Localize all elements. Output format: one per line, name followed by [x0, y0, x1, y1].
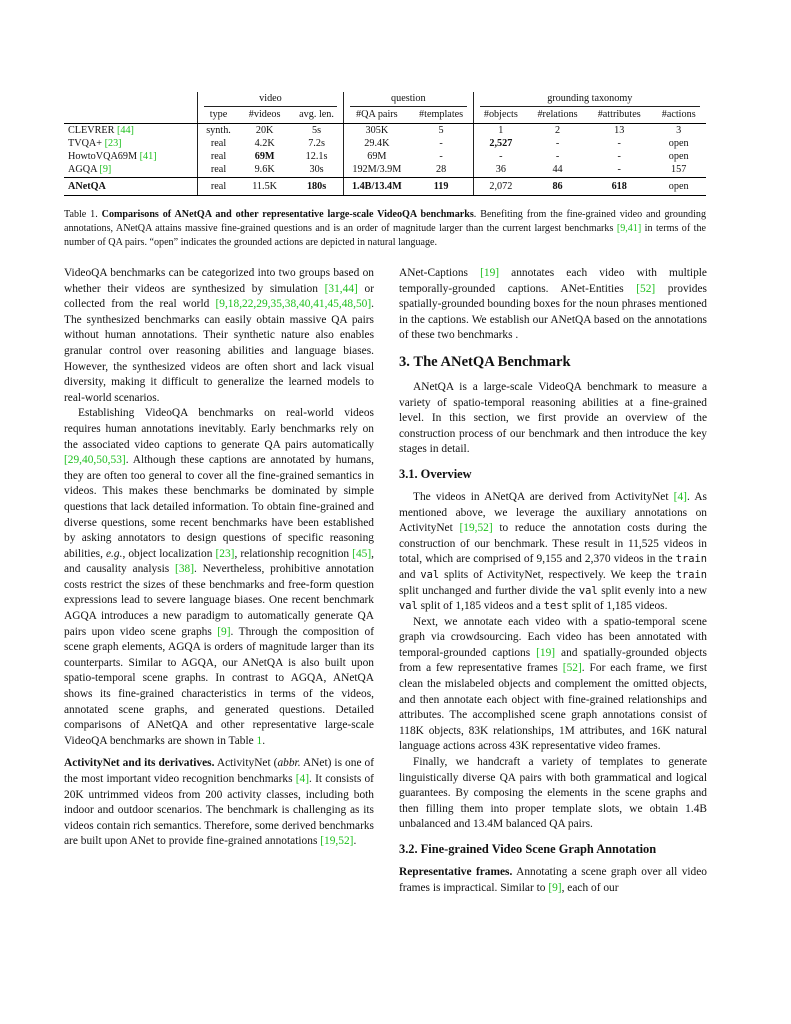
cell-relations: -	[555, 138, 560, 149]
citation-link[interactable]: [23]	[104, 138, 122, 149]
cell-type: synth.	[206, 125, 231, 136]
col-relations: #relations	[528, 108, 587, 124]
cell-type: real	[210, 151, 227, 162]
citation-link[interactable]: [19,52]	[459, 522, 493, 535]
cell-actions: 157	[651, 163, 706, 178]
right-column	[399, 266, 707, 896]
cell-relations: -	[555, 151, 560, 162]
cell-videos: 11.5K	[239, 178, 290, 196]
caption-label: Table 1.	[64, 209, 102, 220]
col-actions: #actions	[651, 108, 706, 124]
dataset-name: AGQA	[68, 164, 97, 175]
row-name	[64, 150, 170, 163]
citation-link[interactable]: [9,41]	[616, 223, 642, 235]
row-name	[64, 124, 170, 138]
subsection-heading: 3.1. Overview	[399, 466, 472, 481]
citation-link[interactable]: [19,52]	[320, 835, 354, 848]
paragraph: ActivityNet and its derivatives. ActivityNet (abbr. ANet) is one of the most important video recognition benchmarks [4]. It consists of 20K untrimmed videos from 200 activity classes, including both indoor and outdoor scenarios. The benchmark is challenging as its videos contain rich semantics. Therefore, some derived benchmarks are built upon ANet to provide fine-grained annotations [19,52].	[64, 757, 375, 848]
cell-videos: 4.2K	[254, 138, 275, 149]
paragraph-heading: Representative frames.	[399, 866, 513, 878]
caption-text: . Benefiting from the fine-grained video and grounding annotations, ANetQA attains massive fine-grained questions and is an order of magnitude larger than the current largest benchmarks	[64, 209, 707, 235]
cell-actions: 3	[676, 125, 682, 136]
cell-videos: 69M	[254, 151, 275, 162]
col-objects: #objects	[473, 108, 528, 124]
cell-actions: open	[651, 178, 706, 196]
table-row-anetqa	[64, 178, 706, 196]
cell-objects: 36	[473, 163, 528, 178]
cell-objects: 2,527	[489, 138, 513, 149]
group-video: video	[204, 92, 337, 107]
citation-link[interactable]: [41]	[139, 151, 157, 162]
comparison-table	[64, 92, 706, 196]
cell-templates: 28	[410, 163, 473, 178]
row-name	[64, 137, 170, 150]
cell-videos: 9.6K	[239, 163, 290, 178]
dataset-name: HowtoVQA69M	[68, 151, 138, 162]
col-templates: #templates	[410, 108, 473, 124]
cell-qa: 29.4K	[364, 138, 390, 149]
table-row	[64, 137, 706, 150]
citation-link[interactable]: [9]	[99, 164, 112, 175]
group-question: question	[350, 92, 466, 107]
col-qa: #QA pairs	[344, 108, 410, 124]
cell-relations: 2	[555, 125, 561, 136]
citation-link[interactable]: [4]	[673, 490, 687, 503]
cell-attributes: -	[587, 163, 651, 178]
cell-relations: 86	[528, 178, 587, 196]
row-name	[64, 163, 170, 178]
cell-objects: 1	[498, 125, 504, 136]
group-grounding: grounding taxonomy	[480, 92, 700, 107]
cell-len: 180s	[290, 178, 344, 196]
citation-link[interactable]: [19]	[480, 267, 500, 279]
cell-len: 5s	[290, 124, 344, 138]
dataset-name: TVQA+	[68, 138, 103, 149]
cell-type: real	[197, 178, 239, 196]
cell-actions: open	[668, 151, 689, 162]
citation-link[interactable]: [9]	[217, 625, 231, 638]
table-row	[64, 150, 706, 163]
caption-text: in terms of the number of QA pairs. “open” indicates the grounded actions are depicted in natural language.	[64, 223, 706, 249]
citation-link[interactable]: [9]	[548, 881, 562, 894]
cell-objects: -	[499, 151, 503, 162]
cell-attributes: 13	[614, 125, 625, 136]
row-name: ANetQA	[68, 181, 106, 192]
col-type: type	[197, 108, 239, 124]
cell-actions: open	[668, 138, 689, 149]
cell-qa: 1.4B/13.4M	[344, 178, 410, 196]
citation-link[interactable]: [45]	[352, 547, 372, 560]
paragraph: Representative frames. Annotating a scene graph over all video frames is impractical. Similar to [9], each of our	[399, 866, 707, 894]
paragraph: ANet-Captions [19] annotates each video with multiple temporally-grounded captions. ANet-Entities [52] provides spatially-grounded bounding boxes for the noun phrases mentioned in the captions. We establish our ANetQA based on the annotations of these two benchmarks .	[399, 267, 707, 342]
table-row	[64, 163, 706, 178]
left-column	[64, 266, 374, 850]
citation-link[interactable]: [9,18,22,29,35,38,40,41,45,48,50]	[215, 298, 372, 311]
cell-attributes: -	[617, 138, 621, 149]
subsection-heading: 3.2. Fine-grained Video Scene Graph Annotation	[399, 842, 657, 856]
caption-title: Comparisons of ANetQA and other representative large-scale VideoQA benchmarks	[101, 209, 474, 220]
cell-len: 30s	[290, 163, 344, 178]
cell-type: real	[210, 138, 227, 149]
cell-objects: 2,072	[473, 178, 528, 196]
paragraph: The videos in ANetQA are derived from ActivityNet [4]. As mentioned above, we leverage the auxiliary annotations on ActivityNet [19,52] to reduce the annotation costs during the construction of our benchmark. These result in 11,525 videos in total, which are comprised of 9,155 and 2,370 videos in the train and val splits of ActivityNet, respectively. We keep the train split unchanged and further divide the val split evenly into a new val split of 1,185 videos and a test split of 1,185 videos.	[399, 490, 708, 613]
paragraph: ANetQA is a large-scale VideoQA benchmark to measure a variety of spatio-temporal reasoning abilities at a fine-grained level. In this section, we first provide an overview of the construction process of our benchmark and then introduce the key stages in detail.	[399, 380, 707, 456]
citation-link[interactable]: [38]	[175, 563, 195, 576]
cell-qa: 305K	[365, 125, 389, 136]
cell-len: 12.1s	[290, 150, 344, 163]
col-len: avg. len.	[290, 108, 344, 124]
citation-link[interactable]: [4]	[295, 773, 310, 785]
cell-videos: 20K	[255, 125, 274, 136]
separator	[170, 150, 198, 163]
citation-link[interactable]: [52]	[636, 282, 656, 295]
separator	[170, 137, 198, 150]
citation-link[interactable]: [52]	[562, 662, 582, 675]
separator	[170, 163, 198, 178]
citation-link[interactable]: [29,40,50,53]	[64, 454, 126, 467]
paragraph-heading: ActivityNet and its derivatives.	[64, 757, 215, 770]
table-ref-link[interactable]: 1	[256, 734, 263, 747]
section-heading: 3. The ANetQA Benchmark	[399, 353, 571, 370]
cell-templates: -	[410, 137, 473, 150]
cell-attributes: 618	[587, 178, 651, 196]
citation-link[interactable]: [31,44]	[324, 282, 358, 295]
cell-qa: 69M	[367, 151, 387, 162]
table-row	[64, 124, 706, 138]
cell-type: real	[197, 163, 239, 178]
paragraph: VideoQA benchmarks can be categorized into two groups based on whether their videos are synthesized by simulation [31,44] or collected from the real world [9,18,22,29,35,38,40,41,45,48,50]. The synthesized benchmarks can easily obtain massive QA pairs without human annotations. Their synthetic nature also enables granular control over reasoning abilities and language biases. However, the synthesized videos are often short and lack visual diversity, making it difficult to generalize the learned models to real-world scenarios.	[64, 267, 374, 404]
col-attributes: #attributes	[587, 108, 651, 124]
col-videos: #videos	[239, 108, 290, 124]
citation-link[interactable]: [23]	[215, 547, 235, 560]
cell-templates: 119	[410, 178, 473, 196]
cell-templates: -	[410, 150, 473, 163]
paragraph: Finally, we handcraft a variety of templates to generate linguistically diverse QA pairs with both grammatical and logical guarantees. By composing the elements in the scene graphs and then filling them into proper template slots, we obtain 1.4B unbalanced and 13.4M balanced QA pairs.	[399, 756, 707, 831]
separator	[170, 124, 198, 138]
citation-link[interactable]: [19]	[536, 646, 556, 659]
cell-attributes: -	[617, 151, 621, 162]
cell-templates: 5	[410, 124, 473, 138]
paragraph: Next, we annotate each video with a spatio-temporal scene graph via crowdsourcing. Each video has been annotated with temporal-grounded captions [19] and spatially-grounded objects from a few representative frames [52]. For each frame, we first clean the mislabeled objects and complement the omitted objects, and then annotate each object with fine-grained relationships and attributes. The accomplished scene graph annotations consist of 118K objects, 83K relationships, 1M attributes, and 16K natural language actions across 43K representative video frames.	[399, 615, 707, 753]
paragraph: Establishing VideoQA benchmarks on real-world videos requires human annotations inevitably. Early benchmarks rely on the associated video captions to generate QA pairs automatically [29,40,50,53]. Although these captions are annotated by humans, they are often too general to cover all the fine-grained semantics in videos. This makes these benchmarks be dominated by simple questions that lack detailed information. To obtain fine-grained and diverse questions, some recent benchmarks have been established by asking annotators to design questions of specific reasoning abilities, e.g., object localization [23], relationship recognition [45], and causality analysis [38]. Nevertheless, prohibitive annotation costs restrict the sizes of these benchmarks and free-form question expressions lead to severe language biases. One recent benchmark AGQA introduces a new paradigm to automatically generate QA pairs upon video scene graphs [9]. Through the composition of scene graph elements, AGQA is orders of magnitude larger than its counterparts. Similar to AGQA, our ANetQA is also built upon spatio-temporal scene graphs. In contrast to AGQA, ANetQA shows its fine-grained characteristics in terms of the videos, annotated scene graphs, and generated questions. Detailed comparisons of ANetQA and other representative large-scale VideoQA benchmarks are shown in Table 1.	[64, 407, 375, 747]
cell-len: 7.2s	[290, 137, 344, 150]
cell-relations: 44	[528, 163, 587, 178]
citation-link[interactable]: [44]	[116, 125, 134, 136]
table-caption	[64, 208, 706, 251]
dataset-name: CLEVRER	[68, 125, 115, 136]
cell-qa: 192M/3.9M	[344, 163, 410, 178]
